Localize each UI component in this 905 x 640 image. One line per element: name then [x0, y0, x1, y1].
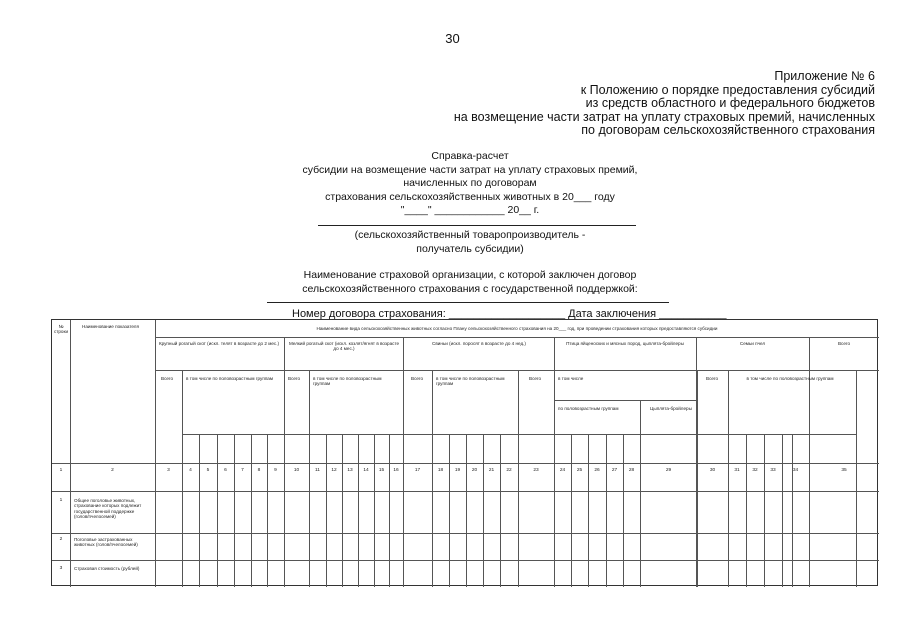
column-number: 14 [363, 468, 369, 473]
table-rule [697, 370, 698, 587]
row-name-line: Страховая стоимость (рублей) [74, 566, 140, 571]
appendix-line: Приложение № 6 [774, 69, 875, 83]
table-rule [606, 434, 607, 587]
table-rule [389, 434, 390, 587]
column-number: 33 [770, 468, 776, 473]
column-number: 26 [594, 468, 600, 473]
column-number: 21 [488, 468, 495, 473]
group-total: Всего [837, 341, 851, 346]
column-number: 24 [559, 468, 566, 473]
row-number: 2 [59, 537, 63, 542]
table-rule [234, 434, 235, 587]
table-rule [809, 337, 810, 587]
column-number: 23 [533, 468, 539, 473]
row-name-line: государственной поддержке [74, 508, 135, 514]
calc-title-block [270, 150, 670, 218]
group-bees: Семьи пчел [739, 341, 766, 346]
row-name [74, 566, 139, 571]
column-number: 1 [59, 468, 63, 473]
table-rule [358, 434, 359, 587]
table-rule [155, 370, 879, 371]
table-rule [251, 434, 252, 587]
sub-total: Всего [529, 376, 542, 381]
row-name [74, 537, 138, 548]
calc-date-line: "____" ____________ 20__ г. [400, 204, 540, 216]
table-rule [466, 434, 467, 587]
table-rule [326, 434, 327, 587]
table-rule [342, 434, 343, 587]
table-rule [792, 434, 793, 587]
column-number: 13 [347, 468, 353, 473]
sub-agegroups: в том числе по половозрастным группам [746, 376, 834, 381]
table-rule [182, 370, 183, 587]
column-number: 4 [189, 468, 192, 473]
table-rule [309, 370, 310, 587]
column-number: 19 [454, 468, 461, 473]
producer-caption [270, 229, 670, 256]
table-rule [483, 434, 484, 587]
appendix-line: на возмещение части затрат на уплату страховых премий, начисленных [453, 109, 875, 124]
sub-poultry-agegroups: по половозрастным группам [558, 406, 619, 411]
insurer-name-line [267, 302, 669, 303]
sub-total: Всего [706, 376, 719, 381]
sub-agegroups: в том числе по половозрастным группам [186, 376, 274, 381]
column-number: 25 [576, 468, 583, 473]
sub-total: Всего [411, 376, 424, 381]
header-row-number: № строки [53, 324, 69, 335]
appendix-line: из средств областного и федерального бюджетов [585, 96, 875, 110]
sub-agegroups: в том числе по половозрастным группам [313, 376, 382, 387]
table-rule [764, 434, 765, 587]
group-cattle: Крупный рогатый скот (искл. телят в возрасте до 2 мес.) [158, 341, 280, 346]
insurer-line: сельскохозяйственного страхования с государственной поддержкой: [302, 283, 638, 295]
producer-signature-line [318, 225, 636, 226]
row-name-line: Поголовье застрахованных [74, 537, 133, 542]
column-number: 31 [734, 468, 740, 473]
table-rule [284, 337, 285, 587]
row-name-line: страхование которых подлежит [74, 503, 142, 509]
column-number: 15 [378, 468, 385, 473]
row-name-line: (голов/пчелосемей) [74, 514, 116, 520]
column-number: 3 [167, 468, 170, 473]
table-rule [374, 434, 375, 587]
producer-caption-line: получатель субсидии) [416, 242, 524, 255]
column-number: 28 [628, 468, 635, 473]
insurer-line: Наименование страховой организации, с которой заключен договор [303, 269, 637, 281]
table-rule [782, 434, 783, 587]
table-rule [155, 320, 156, 587]
table-rule [70, 320, 71, 587]
column-number: 12 [331, 468, 337, 473]
sub-total: Всего [161, 376, 174, 381]
table-rule [403, 337, 404, 587]
subsidy-table [51, 319, 878, 586]
column-number: 7 [241, 468, 244, 473]
insurer-block [230, 268, 710, 296]
calc-title: Справка-расчет [431, 150, 509, 162]
producer-caption-line: (сельскохозяйственный товаропроизводитель - [354, 229, 586, 241]
table-rule [588, 434, 589, 587]
row-number: 3 [59, 566, 63, 571]
column-number: 29 [665, 468, 672, 473]
contract-line: Номер договора страхования: ___________________ Дата заключения ___________ [292, 308, 727, 320]
column-number: 8 [257, 468, 261, 473]
appendix-line: к Положению о порядке предоставления субсидий [580, 82, 875, 97]
table-rule [640, 400, 641, 587]
table-rule [728, 370, 729, 587]
table-rule [267, 434, 268, 587]
appendix-block [454, 70, 875, 138]
group-small-cattle: Мелкий рогатый скот (искл. козлят/ягнят в возрасте до 4 мес.) [288, 341, 400, 352]
table-rule [449, 434, 450, 587]
sub-broilers: Цыплята-бройлеры [650, 406, 692, 411]
row-name-line: животных (голов/пчелосемей) [74, 542, 138, 548]
table-rule [746, 434, 747, 587]
row-number: 1 [59, 498, 63, 503]
page-number: 30 [445, 31, 460, 46]
table-rule [856, 370, 857, 587]
column-number: 27 [611, 468, 618, 473]
table-rule [432, 370, 433, 587]
column-number: 10 [293, 468, 300, 473]
column-number: 22 [506, 468, 512, 473]
group-pigs: Свиньи (искл. поросят в возрасте до 4 нед.) [432, 341, 526, 346]
sub-total: Всего [288, 376, 301, 381]
calc-line: начисленных по договорам [403, 177, 537, 189]
table-rule [500, 434, 501, 587]
row-name [74, 498, 141, 520]
header-indicator: Наименование показателя [82, 324, 139, 329]
column-number: 30 [709, 468, 716, 473]
table-rule [554, 337, 555, 587]
header-animal-kind: Наименование вида сельскохозяйственных животных согласно Плану сельскохозяйственного страхования на 20___ год, при проведении страхования которых предоставляются субсидии [316, 326, 718, 331]
calc-line: страхования сельскохозяйственных животных в 20___ году [325, 190, 615, 203]
table-rule [554, 400, 696, 401]
table-rule [199, 434, 200, 587]
table-rule [217, 434, 218, 587]
column-number: 11 [315, 468, 320, 473]
column-number: 6 [224, 468, 227, 473]
column-number: 2 [111, 468, 114, 473]
calc-line: субсидии на возмещение части затрат на уплату страховых премий, [302, 163, 638, 176]
column-number: 9 [274, 468, 277, 473]
column-number: 17 [414, 468, 421, 473]
table-rule [571, 434, 572, 587]
column-number: 18 [437, 468, 444, 473]
appendix-line: по договорам сельскохозяйственного страхования [581, 123, 875, 137]
table-rule [518, 370, 519, 587]
column-number: 34 [792, 468, 799, 473]
group-poultry: Птица яйценоских и мясных пород, цыплята-бройлеры [566, 341, 684, 346]
column-number: 16 [393, 468, 399, 473]
column-number: 20 [471, 468, 478, 473]
column-number: 35 [841, 468, 847, 473]
sub-including: в том числе [558, 376, 584, 381]
column-number: 32 [752, 468, 758, 473]
column-number: 5 [206, 468, 210, 473]
table-rule [155, 337, 879, 338]
table-rule [623, 434, 624, 587]
row-name-line: Общее поголовье животных, [74, 498, 136, 503]
sub-agegroups: в том числе по половозрастным группам [436, 376, 505, 387]
